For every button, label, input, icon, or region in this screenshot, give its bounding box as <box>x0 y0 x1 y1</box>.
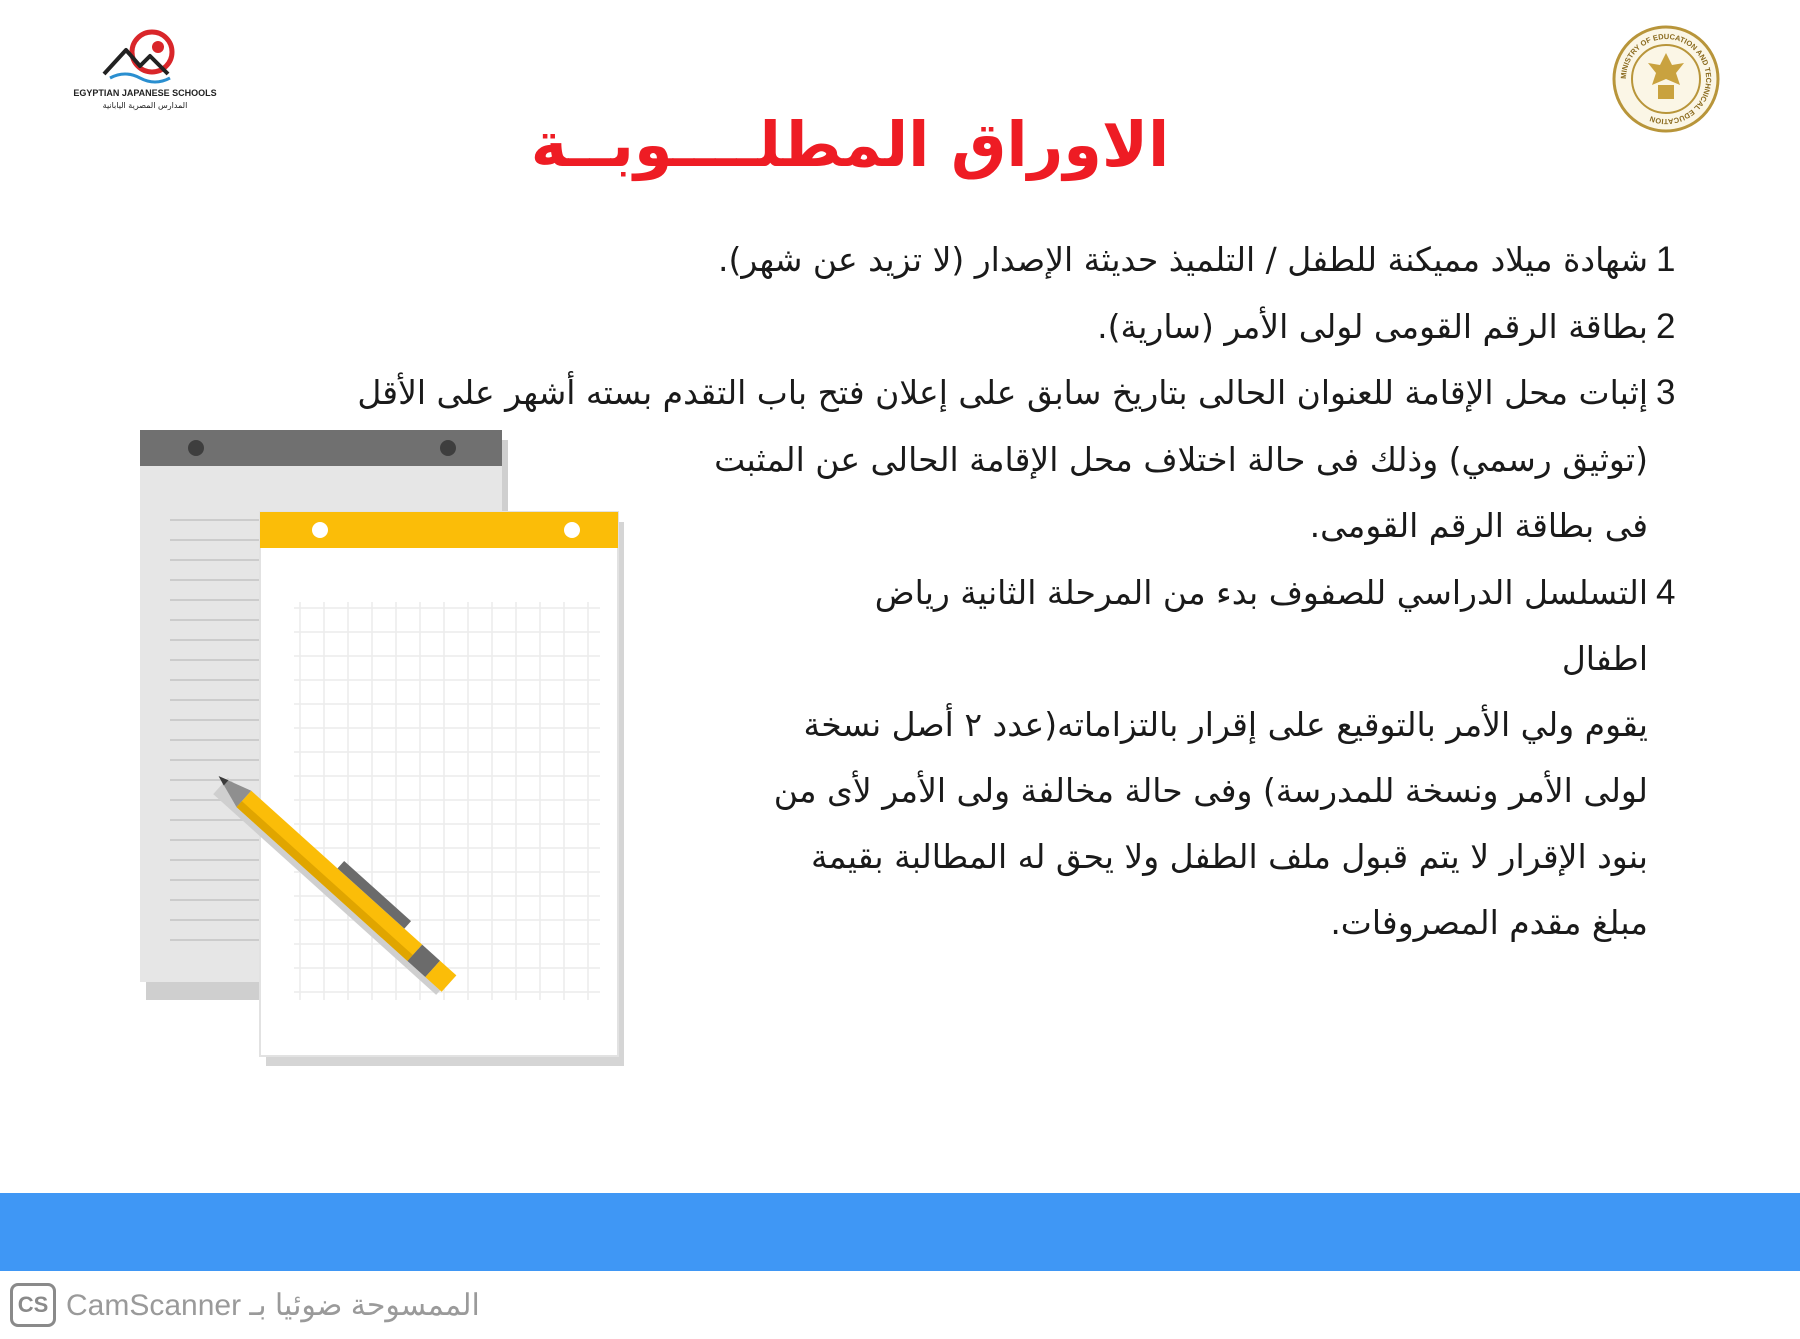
item-number: 4 <box>1656 573 1676 612</box>
footer-bar <box>0 1193 1800 1271</box>
notepads-and-pencil-icon <box>140 430 640 1070</box>
school-logo <box>70 28 220 118</box>
item-1-line-1: شهادة ميلاد مميكنة للطفل / التلميذ حديثة الإصدار (لا تزيد عن شهر). <box>717 240 1648 279</box>
item-3-line-2: (توثيق رسمي) وذلك فى حالة اختلاف محل الإقامة الحالى عن المثبت <box>714 440 1648 479</box>
item-number: 3 <box>1656 373 1676 412</box>
item-number: 1 <box>1656 240 1676 279</box>
note-line-4: مبلغ مقدم المصروفات. <box>1330 903 1648 942</box>
item-2-line-1: بطاقة الرقم القومى لولى الأمر (سارية). <box>1097 307 1648 346</box>
school-logo-name-ar: المدارس المصرية اليابانية <box>102 101 188 110</box>
camscanner-badge-icon: CS <box>10 1283 56 1327</box>
ministry-seal <box>1612 25 1720 133</box>
seal-ring-text: MINISTRY OF EDUCATION AND TECHNICAL EDUCATION <box>1618 31 1714 127</box>
school-logo-name-en: EGYPTIAN JAPANESE SCHOOLS <box>73 88 217 98</box>
item-3-line-3: فى بطاقة الرقم القومى. <box>1309 506 1648 545</box>
item-4-line-2: اطفال <box>1561 639 1648 678</box>
note-line-1: يقوم ولي الأمر بالتوقيع على إقرار بالتزاماته(عدد ٢ أصل نسخة <box>803 705 1648 744</box>
note-line-3: بنود الإقرار لا يتم قبول ملف الطفل ولا يحق له المطالبة بقيمة <box>810 837 1648 876</box>
illustration <box>140 430 640 1070</box>
mountain-sun-logo-icon <box>70 28 220 88</box>
page-title: الاوراق المطلــــوبــة <box>530 108 1170 181</box>
camscanner-watermark <box>10 1280 480 1330</box>
item-3-line-1: إثبات محل الإقامة للعنوان الحالى بتاريخ سابق على إعلان فتح باب التقدم بسته أشهر على الأقل <box>357 373 1648 412</box>
ministry-eagle-seal-icon <box>1612 25 1720 133</box>
note-line-2: لولى الأمر ونسخة للمدرسة) وفى حالة مخالفة ولى الأمر لأى من <box>773 771 1648 810</box>
item-number: 2 <box>1656 307 1676 346</box>
camscanner-text: الممسوحة ضوئيا بـ CamScanner <box>66 1288 480 1322</box>
item-4-line-1: التسلسل الدراسي للصفوف بدء من المرحلة الثانية رياض <box>874 573 1648 612</box>
